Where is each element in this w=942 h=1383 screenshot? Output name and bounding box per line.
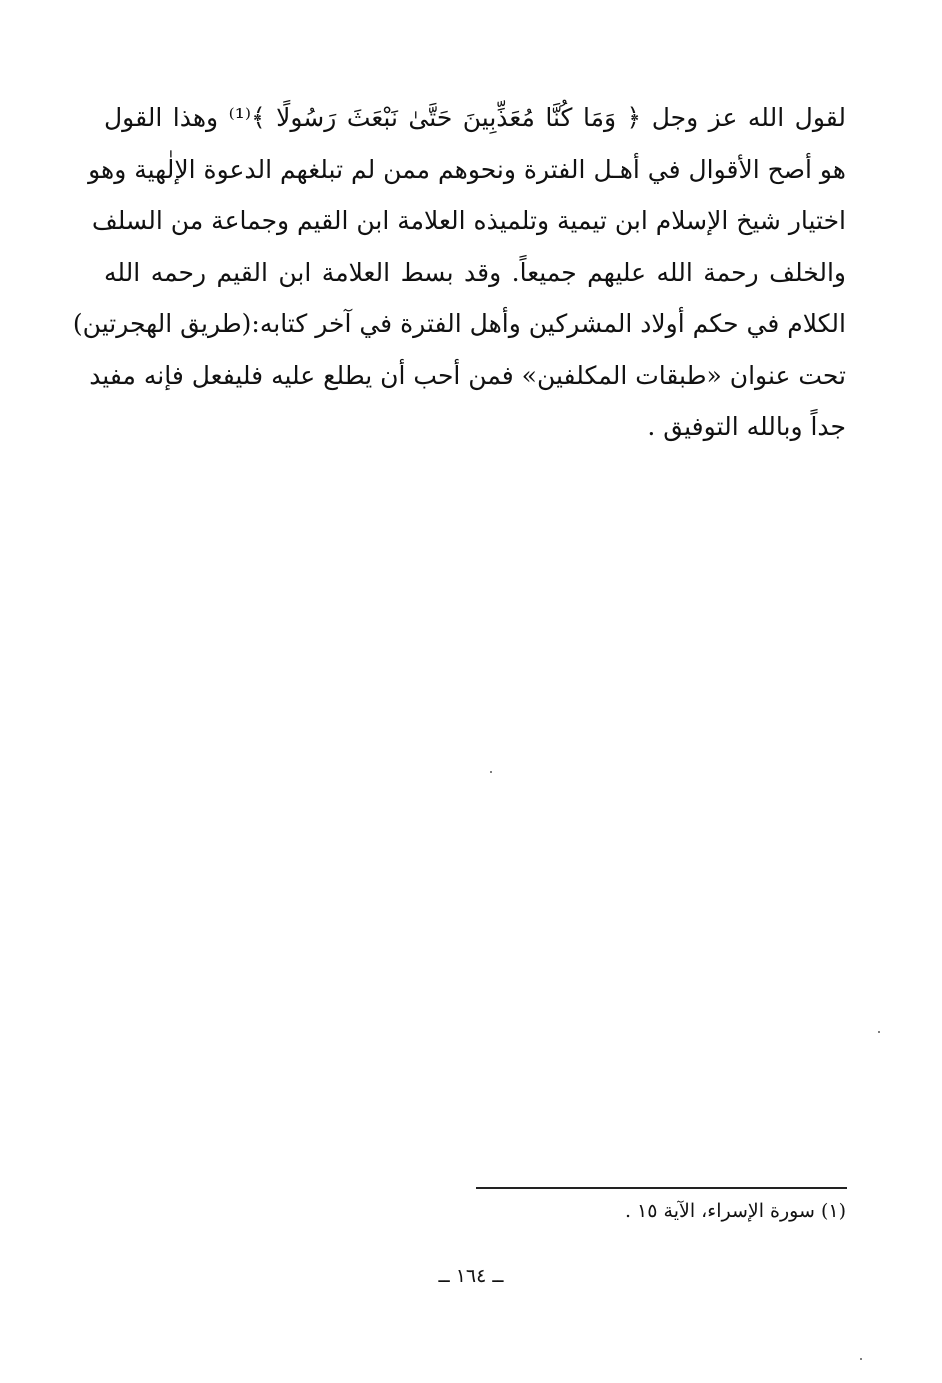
paragraph-line: تحت عنوان «طبقات المكلفين» فمن أحب أن يطلع عليه فليفعل فإنه مفيد (89, 360, 846, 390)
scan-speck (860, 1358, 862, 1360)
paragraph-line: جداً وبالله التوفيق . (647, 412, 846, 441)
footnote-separator (476, 1187, 847, 1189)
paragraph-line: الكلام في حكم أولاد المشركين وأهل الفترة في آخر كتابه:(طريق الهجرتين) (72, 309, 846, 338)
main-paragraph (72, 92, 846, 453)
page-number: ــ ١٦٤ ــ (438, 1265, 504, 1287)
paragraph-line: هو أصح الأقوال في أهـل الفترة ونحوهم ممن لم تبلغهم الدعوة الإلٰهية وهو (88, 154, 846, 184)
footnote: (١) سورة الإسراء، الآية ١٥ . (624, 1200, 846, 1222)
paragraph-line: اختيار شيخ الإسلام ابن تيمية وتلميذه العلامة ابن القيم وجماعة من السلف (91, 206, 846, 235)
paragraph-line: لقول الله عز وجل ﴿ وَمَا كُنَّا مُعَذِّبِينَ حَتَّىٰ نَبْعَثَ رَسُولًا ﴾⁽¹⁾ وهذا القول (104, 103, 846, 132)
scan-speck (490, 771, 492, 773)
paragraph-line: والخلف رحمة الله عليهم جميعاً. وقد بسط العلامة ابن القيم رحمه الله (104, 257, 846, 287)
scan-speck (878, 1031, 880, 1033)
